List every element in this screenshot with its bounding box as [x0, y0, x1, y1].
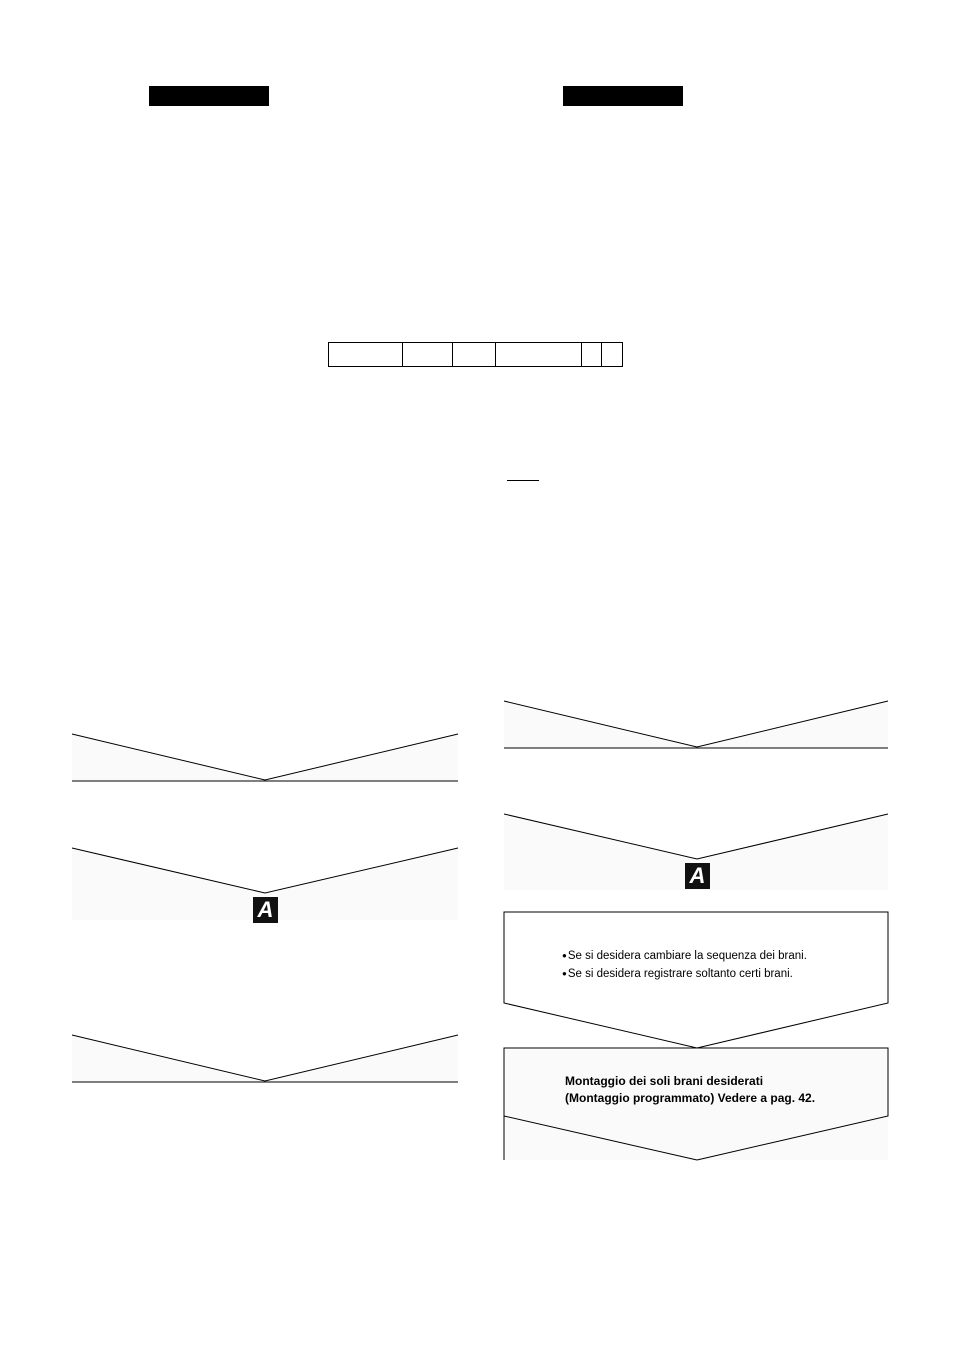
badge-a-left: A	[253, 897, 278, 923]
program-note-line1: Montaggio dei soli brani desiderati	[565, 1074, 764, 1088]
options-item: ● Se si desidera registrare soltanto certi brani.	[562, 965, 807, 983]
badge-a-right: A	[685, 863, 710, 889]
program-note-line2: (Montaggio programmato) Vedere a pag. 42.	[565, 1091, 816, 1105]
options-list	[562, 947, 807, 983]
options-item: ● Se si desidera cambiare la sequenza dei brani.	[562, 947, 807, 965]
program-note	[565, 1073, 815, 1107]
